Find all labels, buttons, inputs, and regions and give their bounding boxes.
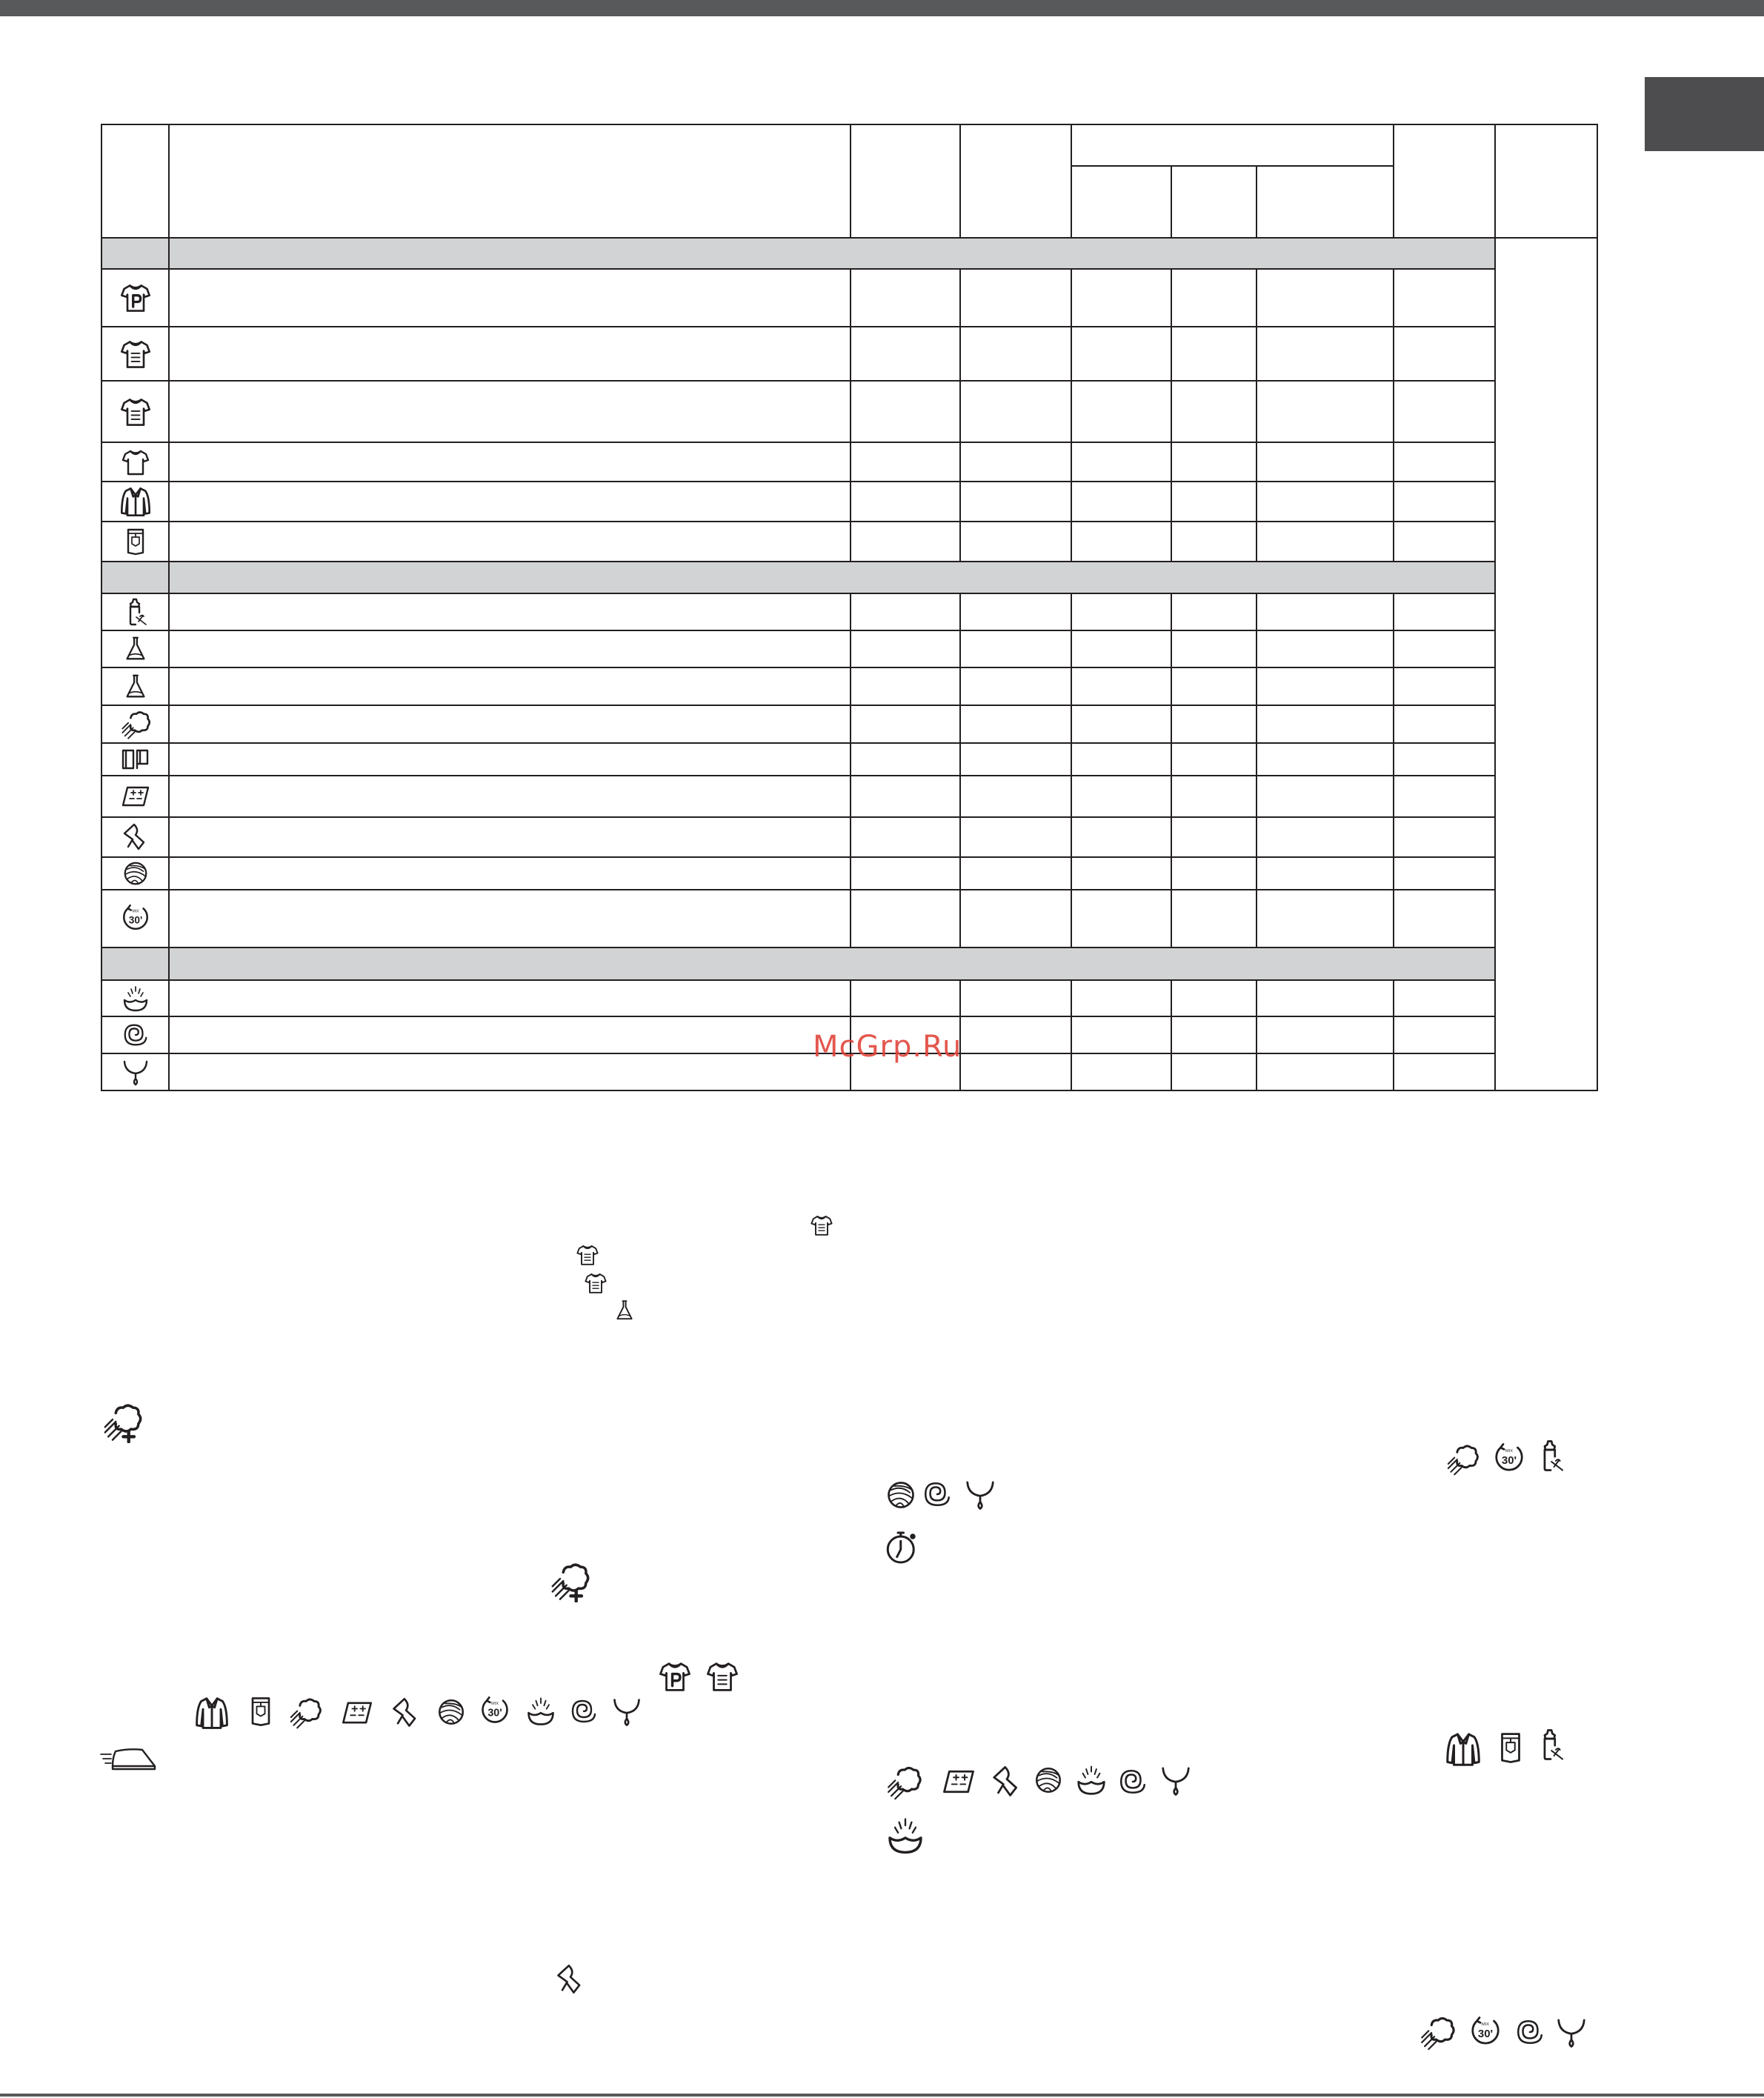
- shirt-p-icon: [119, 282, 152, 314]
- section-cell: [101, 562, 169, 593]
- mix-30-icon: [479, 1695, 511, 1728]
- spin-icon: [1514, 2017, 1545, 2048]
- section-cell: [101, 948, 169, 980]
- section-row: [101, 238, 1597, 269]
- table-row: [101, 630, 1597, 667]
- header-cell: [169, 124, 851, 238]
- jeans-icon: [1494, 1731, 1528, 1765]
- mix-30-icon: [1492, 1442, 1526, 1476]
- wool-ball-icon: [122, 859, 150, 888]
- easy-iron-icon: [99, 1744, 159, 1774]
- towels-icon: [121, 745, 150, 774]
- header-cell: [1394, 124, 1495, 238]
- drain-icon: [610, 1695, 643, 1728]
- table-row: [101, 817, 1597, 857]
- header-subcell: [1071, 166, 1171, 238]
- sheets-icon: [338, 1696, 376, 1729]
- header-cell: [101, 124, 169, 238]
- header-cell: [1495, 124, 1597, 238]
- steam-cloud-icon: [119, 708, 152, 741]
- shirt-lines-icon: [584, 1271, 608, 1295]
- top-rule: [0, 0, 1764, 16]
- sheets-icon: [938, 1765, 979, 1799]
- silk-scarf-icon: [121, 822, 150, 852]
- jeans-icon: [121, 527, 150, 556]
- flask-icon: [122, 673, 150, 701]
- header-subcell: [1171, 166, 1257, 238]
- steam-plus-icon: [548, 1559, 591, 1602]
- language-tab: [1645, 77, 1764, 151]
- rinse-icon: [121, 984, 150, 1013]
- mix-30-icon: [1468, 2015, 1502, 2049]
- table-row: [101, 522, 1597, 562]
- header-cell: [960, 124, 1071, 238]
- wool-ball-icon: [885, 1479, 917, 1511]
- table-row: [101, 705, 1597, 743]
- side-column-cell: [1495, 238, 1597, 1090]
- drain-icon: [1554, 2015, 1588, 2049]
- spin-icon: [569, 1696, 599, 1726]
- table-row: [101, 442, 1597, 482]
- jacket-icon: [194, 1695, 230, 1731]
- table-row: [101, 667, 1597, 705]
- shirt-lines-icon: [705, 1659, 739, 1694]
- bottom-rule: [0, 2094, 1764, 2097]
- spin-icon: [1117, 1766, 1148, 1797]
- flask-icon: [613, 1299, 636, 1322]
- rinse-icon: [885, 1815, 926, 1856]
- silk-scarf-icon: [554, 1963, 587, 1996]
- table-row: [101, 776, 1597, 817]
- table-row: [101, 482, 1597, 522]
- section-cell: [169, 238, 1495, 269]
- shirt-lines-icon: [119, 396, 152, 428]
- silk-scarf-icon: [990, 1765, 1024, 1799]
- watermark: McGrp.Ru: [813, 1030, 962, 1064]
- drain-icon: [1159, 1763, 1193, 1797]
- silk-scarf-icon: [390, 1696, 422, 1729]
- table-header-row-1: [101, 124, 1597, 166]
- baby-bottle-icon: [1534, 1439, 1568, 1473]
- section-cell: [169, 948, 1495, 980]
- table-row: [101, 890, 1597, 948]
- rinse-icon: [1074, 1763, 1108, 1797]
- shirt-lines-icon: [576, 1243, 599, 1267]
- flask-icon: [122, 635, 150, 663]
- jacket-icon: [1445, 1731, 1482, 1768]
- steam-cloud-icon: [1418, 2014, 1457, 2052]
- header-cell-group: [1071, 124, 1394, 166]
- shirt-lines-icon: [119, 338, 152, 370]
- timer-icon: [883, 1529, 920, 1566]
- shirt-lines-icon: [810, 1213, 833, 1237]
- section-cell: [101, 238, 169, 269]
- drain-icon: [121, 1057, 150, 1087]
- section-row: [101, 562, 1597, 593]
- shirt-p-icon: [658, 1659, 692, 1694]
- table-row: [101, 593, 1597, 630]
- baby-bottle-icon: [1534, 1728, 1568, 1762]
- programme-table: [101, 124, 1598, 1091]
- header-subcell: [1257, 166, 1394, 238]
- spin-icon: [122, 1021, 150, 1049]
- table-row: [101, 381, 1597, 442]
- section-cell: [169, 562, 1495, 593]
- section-row: [101, 948, 1597, 980]
- steam-cloud-icon: [885, 1763, 923, 1802]
- steam-plus-icon: [101, 1400, 144, 1443]
- rinse-icon: [525, 1695, 557, 1728]
- header-cell: [851, 124, 960, 238]
- jeans-icon: [244, 1695, 277, 1728]
- table-row: [101, 269, 1597, 327]
- steam-cloud-icon: [1445, 1442, 1480, 1477]
- table-row: [101, 857, 1597, 890]
- table-row: [101, 980, 1597, 1016]
- drain-icon: [963, 1477, 997, 1511]
- steam-cloud-icon: [287, 1695, 323, 1731]
- spin-icon: [922, 1479, 953, 1510]
- wool-ball-icon: [436, 1696, 467, 1728]
- mix-30-icon: [120, 903, 151, 934]
- table-row: [101, 327, 1597, 381]
- jacket-icon: [119, 485, 152, 518]
- table-row: [101, 743, 1597, 776]
- sheets-icon: [119, 782, 152, 811]
- baby-bottle-icon: [121, 597, 150, 627]
- shirt-plain-icon: [121, 447, 150, 477]
- wool-ball-icon: [1033, 1765, 1064, 1796]
